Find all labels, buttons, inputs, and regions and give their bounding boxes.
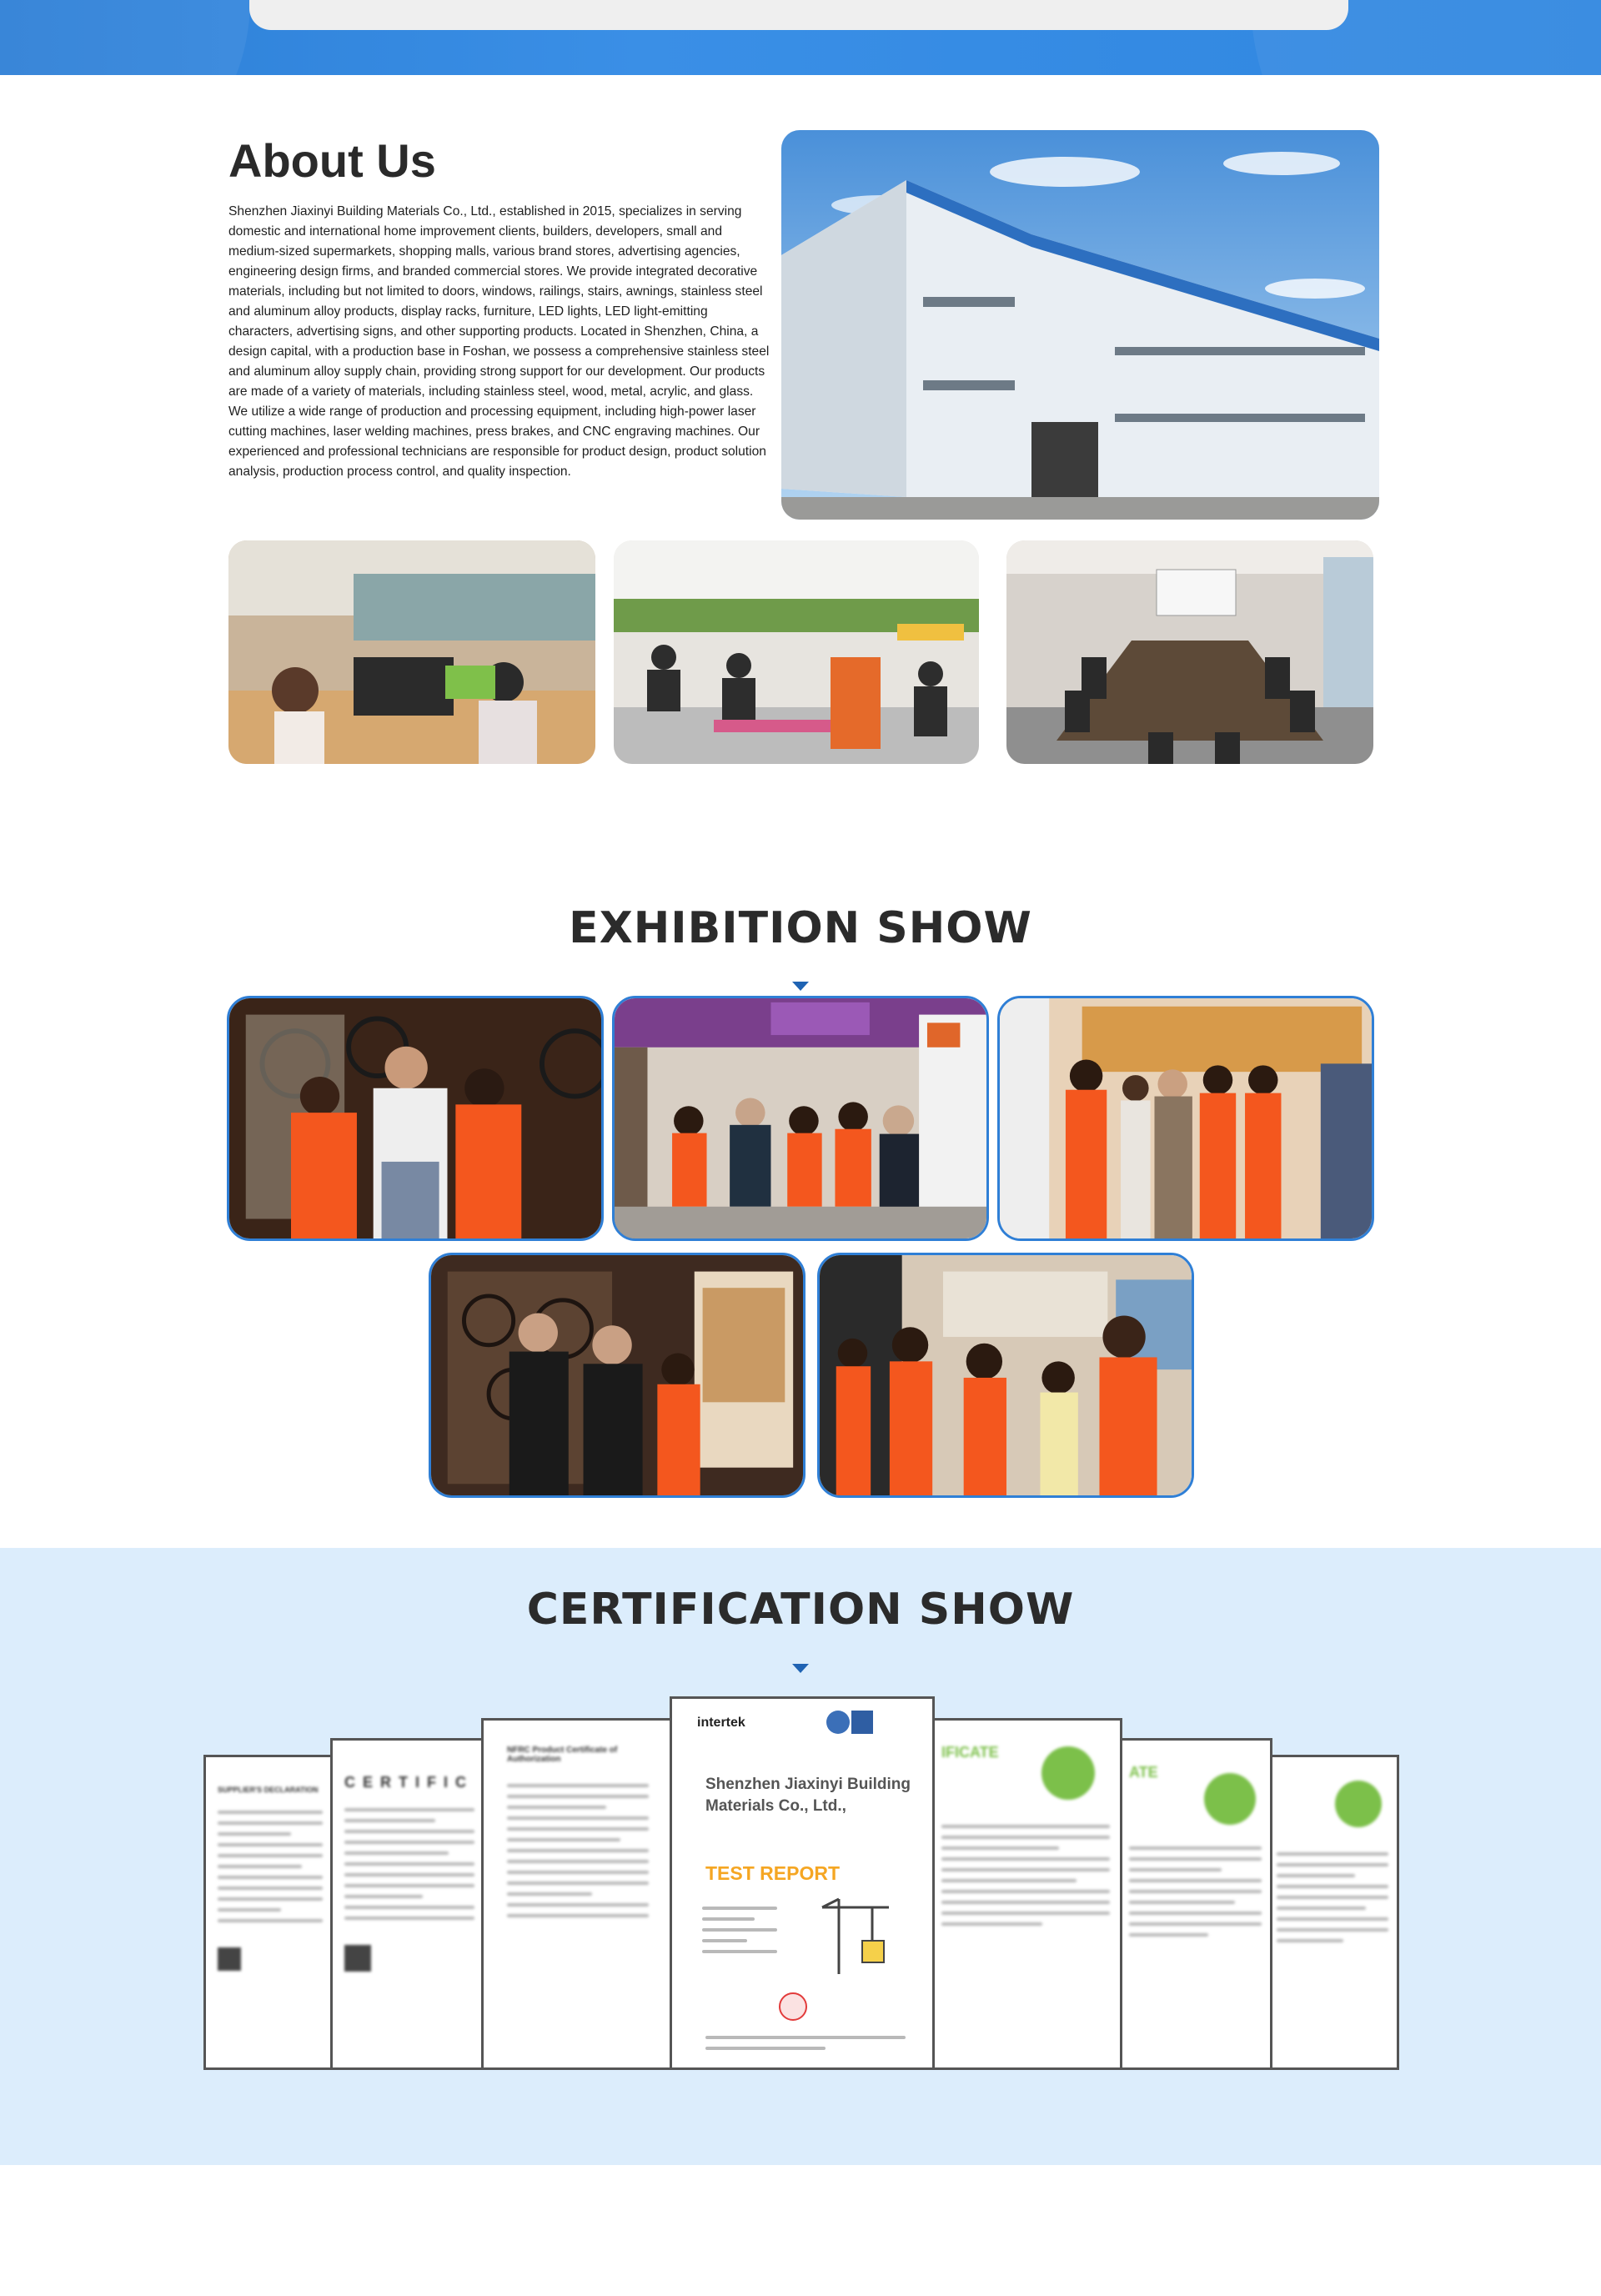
certification-marker-icon (792, 1664, 809, 1673)
accreditation-icon (826, 1711, 850, 1734)
certificate-5 (929, 1718, 1122, 2070)
certificate-5-header: IFICATE (941, 1744, 999, 1761)
exhibition-marker-icon (792, 982, 809, 991)
exhibition-photo-5 (817, 1253, 1194, 1498)
exhibition-title: EXHIBITION SHOW (569, 903, 1032, 953)
certificate-6-header: ATE (1129, 1764, 1158, 1781)
office-photo-2 (614, 540, 979, 764)
certificate-2-header: C E R T I F I C (344, 1774, 469, 1791)
intertek-logo: intertek (697, 1716, 745, 1730)
top-banner (0, 0, 1601, 75)
certificate-test-report (670, 1696, 935, 2070)
factory-photo (781, 130, 1379, 520)
certificate-2 (330, 1738, 489, 2070)
exhibition-photo-1 (227, 996, 604, 1241)
certificate-6 (1118, 1738, 1272, 2070)
ias-logo-icon (851, 1711, 873, 1734)
crane-icon (814, 1891, 897, 1982)
about-title: About Us (228, 134, 436, 187)
certificate-1 (203, 1755, 337, 2070)
certificate-3-header: NFRC Product Certificate of Authorization (507, 1746, 618, 1764)
exhibition-photo-4 (429, 1253, 806, 1498)
exhibition-photo-2 (612, 996, 989, 1241)
about-description: Shenzhen Jiaxinyi Building Materials Co., Ltd., established in 2015, specializes in serving domestic and international home improvement clients, builders, developers, small and medium-sized supermarkets, shopping malls, various brand stores, advertising agencies, engineering design firms, and branded commercial stores. We provide integrated decorative materials, including but not limited to doors, windows, railings, stairs, awnings, stainless steel and aluminum alloy products, display racks, furniture, LED lights, LED light-emitting characters, advertising signs, and other supporting products. Located in Shenzhen, China, a design capital, with a production base in Foshan, we possess a comprehensive stainless steel and aluminum alloy supply chain, providing strong support for our development. Our products are made of a variety of materials, including stainless steel, wood, metal, acrylic, and glass. We utilize a wide range of production and processing equipment, including high-power laser cutting machines, laser welding machines, press brakes, and CNC engraving machines. Our experienced and professional technicians are responsible for product design, product solution analysis, production process control, and quality inspection. (228, 204, 770, 479)
certification-title: CERTIFICATION SHOW (526, 1585, 1075, 1635)
certificate-company-name: Shenzhen Jiaxinyi Building Materials Co., Ltd., (705, 1776, 911, 1815)
office-photo-1 (228, 540, 595, 764)
test-report-label: TEST REPORT (705, 1862, 841, 1884)
stamp-icon (779, 1992, 807, 2021)
exhibition-photo-3 (997, 996, 1374, 1241)
meeting-room-photo (1006, 540, 1373, 764)
certificate-1-header: SUPPLIER'S DECLARATION (218, 1786, 319, 1794)
banner-panel (249, 0, 1348, 30)
certificate-3 (481, 1718, 675, 2070)
certificate-7 (1266, 1755, 1399, 2070)
banner-decor-circle (0, 0, 250, 75)
